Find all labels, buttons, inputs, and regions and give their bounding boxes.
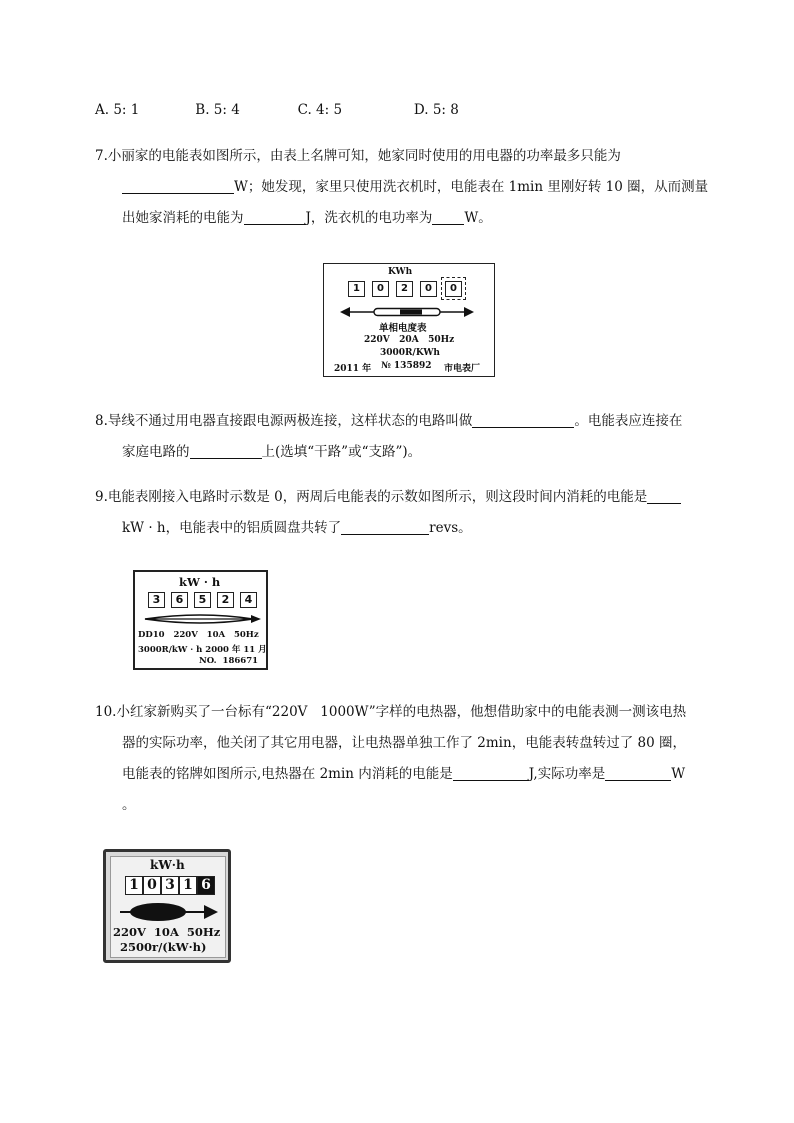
q9-meter-digit-3: 5	[194, 592, 211, 608]
q7-meter-digit-5: 0	[445, 281, 462, 297]
q9-meter-digit-4: 2	[217, 592, 234, 608]
q9-meter-spec: DD10 220V 10A 50Hz	[138, 630, 259, 640]
q10-line-2: 器的实际功率，他关闭了其它用电器，让电热器单独工作了 2min，电能表转盘转过了 80 圈，	[122, 735, 686, 751]
choice-a: A. 5: 1	[95, 102, 140, 118]
q7-blank-power[interactable]	[122, 179, 234, 194]
q7-meter-digit-3: 2	[396, 281, 413, 297]
q8-blank-short-circuit[interactable]	[472, 413, 574, 428]
q10-meter-spec: 220V 10A 50Hz	[113, 925, 221, 939]
q9-blank-energy[interactable]	[647, 489, 681, 504]
q10-line-3: 电能表的铭牌如图所示,电热器在 2min 内消耗的电能是 J,实际功率是 W	[122, 766, 686, 782]
choice-b: B. 5: 4	[195, 102, 240, 118]
rotating-disc-arrow-icon	[116, 899, 220, 925]
q7-blank-washer-power[interactable]	[432, 210, 464, 225]
q9-meter-digit-2: 6	[171, 592, 188, 608]
q8-line-1: 8.导线不通过用电器直接跟电源两极连接，这样状态的电路叫做 。电能表应连接在	[95, 413, 683, 429]
q9-meter-digit-5: 4	[240, 592, 257, 608]
rotating-disc-arrow-icon	[141, 611, 263, 627]
q7-meter-rate: 3000R/KWh	[380, 348, 440, 358]
q10-meter-digit-1: 1	[125, 876, 143, 895]
answer-choices	[95, 100, 459, 120]
q9-meter-serial: NO. 186671	[199, 656, 259, 666]
q7-meter-digit-4: 0	[420, 281, 437, 297]
q7-meter-maker: 市电表厂	[444, 364, 481, 374]
choice-d: D. 5: 8	[413, 102, 459, 118]
q9-line-1: 9.电能表刚接入电路时示数是 0，两周后电能表的示数如图所示，则这段时间内消耗的电能是	[95, 487, 681, 507]
q9-meter-figure	[133, 570, 268, 670]
q7-meter-figure	[323, 263, 495, 377]
q8-number: 8.	[95, 413, 108, 429]
q7-meter-digit-1: 1	[348, 281, 365, 297]
q10-blank-actual-power[interactable]	[605, 766, 671, 781]
q10-number: 10.	[95, 704, 117, 720]
q10-meter-unit: kW·h	[150, 858, 185, 872]
q9-meter-unit: kW · h	[179, 575, 221, 589]
q8-line-2: 家庭电路的 上(选填“干路”或“支路”)。	[122, 444, 422, 460]
q7-meter-spec: 220V 20A 50Hz	[364, 335, 455, 345]
q10-line-1: 10.小红家新购买了一台标有“220V 1000W”字样的电热器，他想借助家中的电能表测一测该电热	[95, 704, 687, 720]
q8-blank-circuit-type[interactable]	[190, 444, 262, 459]
q7-line-3: 出她家消耗的电能为 J，洗衣机的电功率为 W。	[122, 210, 492, 226]
q7-number: 7.	[95, 148, 108, 164]
q9-line-2: kW · h，电能表中的铝质圆盘共转了 revs。	[122, 520, 472, 536]
q10-meter-rate: 2500r/(kW·h)	[120, 940, 207, 954]
q10-line-4: 。	[122, 797, 136, 813]
q10-meter-digit-2: 0	[143, 876, 161, 895]
q7-blank-energy[interactable]	[244, 210, 306, 225]
q9-meter-digit-1: 3	[148, 592, 165, 608]
q9-blank-revolutions[interactable]	[341, 520, 429, 535]
q9-meter-rate: 3000R/kW · h 2000 年 11 月	[138, 645, 267, 655]
choice-c: C. 4: 5	[297, 102, 343, 118]
q10-meter-digit-3: 3	[161, 876, 179, 895]
q7-meter-serial: № 135892	[381, 361, 432, 371]
q7-meter-year: 2011 年	[334, 364, 372, 374]
rotating-disc-arrow-icon	[340, 304, 476, 320]
q7-meter-name: 单相电度表	[379, 323, 427, 334]
q7-meter-unit: KWh	[388, 267, 413, 277]
q10-meter-digit-4: 1	[179, 876, 197, 895]
q7-line-2: W；她发现，家里只使用洗衣机时，电能表在 1min 里刚好转 10 圈，从而测量	[122, 177, 708, 197]
q7-meter-digit-2: 0	[372, 281, 389, 297]
q10-blank-energy[interactable]	[453, 766, 529, 781]
q10-meter-figure	[103, 849, 231, 963]
q10-meter-digit-5: 6	[197, 876, 215, 895]
q7-line-1: 7.小丽家的电能表如图所示，由表上名牌可知，她家同时使用的用电器的功率最多只能为	[95, 148, 621, 164]
q9-number: 9.	[95, 489, 108, 505]
